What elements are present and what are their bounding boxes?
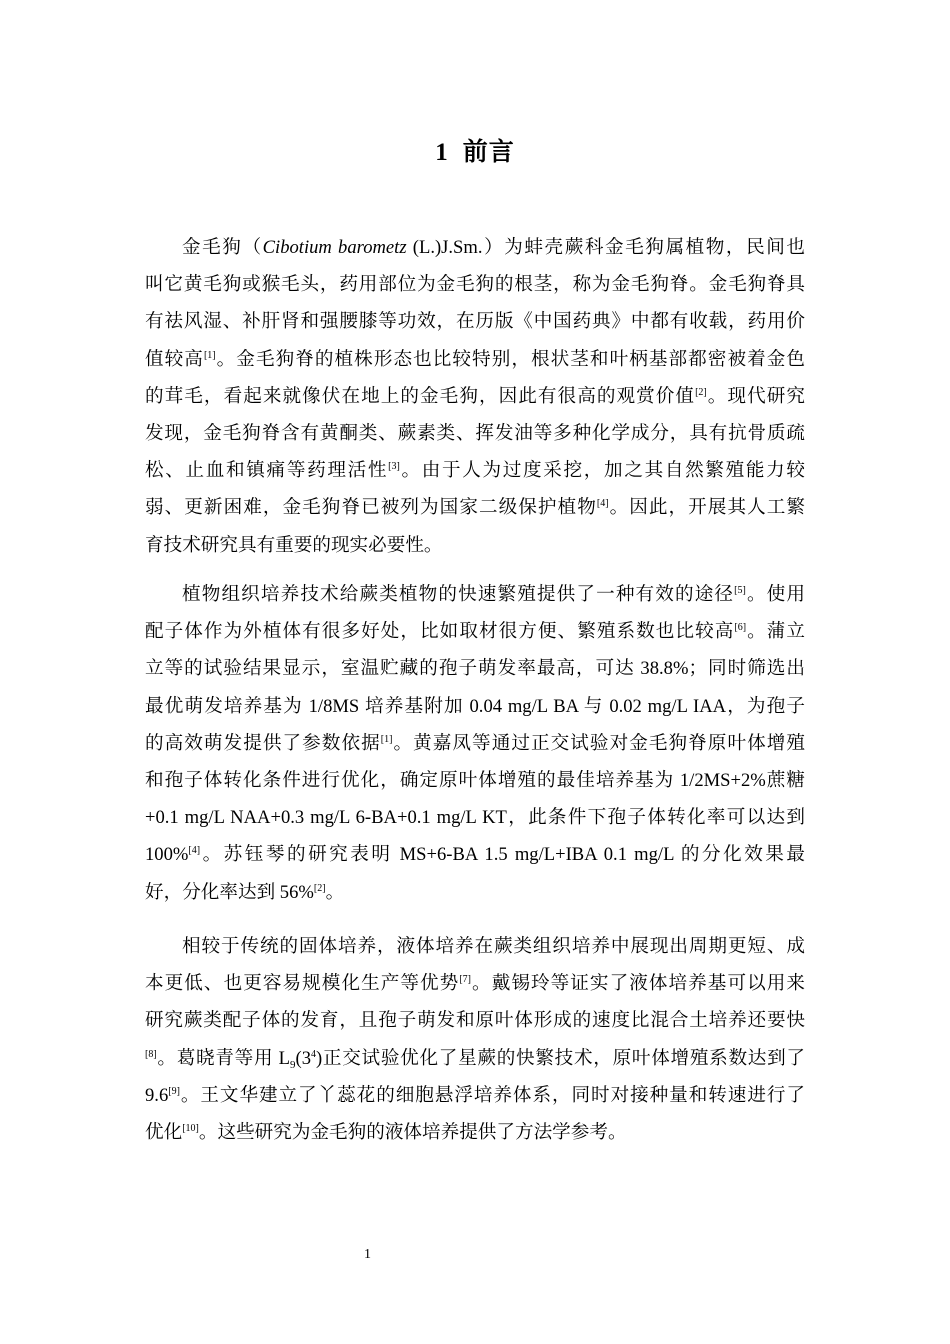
- citation: [1]: [380, 733, 393, 745]
- citation: [2]: [313, 882, 326, 894]
- text-line: 优化[10]。这些研究为金毛狗的液体培养提供了方法学参考。: [145, 1121, 627, 1143]
- text-line: 和孢子体转化条件进行优化，确定原叶体增殖的最佳培养基为 1/2MS+2%蔗糖: [145, 769, 805, 791]
- text-line: 值较高[1]。金毛狗脊的植株形态也比较特别，根状茎和叶柄基部都密被着金色: [145, 348, 805, 370]
- citation: [2]: [695, 386, 707, 398]
- text-line: 发现，金毛狗脊含有黄酮类、蕨素类、挥发油等多种化学成分，具有抗骨质疏: [145, 422, 805, 444]
- superscript: 4: [311, 1048, 316, 1060]
- paragraph-intro: [145, 229, 805, 564]
- text-line: 本更低、也更容易规模化生产等优势[7]。戴锡玲等证实了液体培养基可以用来: [145, 973, 805, 995]
- citation: [7]: [459, 974, 471, 986]
- citation: [3]: [388, 461, 400, 473]
- citation: [5]: [734, 585, 746, 596]
- text-line: 100%[4]。苏钰琴的研究表明 MS+6-BA 1.5 mg/L+IBA 0.1 mg/L 的分化效果最: [145, 844, 805, 866]
- section-title: 前言: [462, 139, 515, 166]
- text-line: 最优萌发培养基为 1/8MS 培养基附加 0.04 mg/L BA 与 0.02 mg/L IAA，为孢子: [145, 695, 805, 717]
- text-line: 弱、更新困难，金毛狗脊已被列为国家二级保护植物[4]。因此，开展其人工繁: [145, 497, 805, 519]
- text-line: 的高效萌发提供了参数依据[1]。黄嘉凤等通过正交试验对金毛狗脊原叶体增殖: [145, 732, 805, 754]
- text-line: 的茸毛，看起来就像伏在地上的金毛狗，因此有很高的观赏价值[2]。现代研究: [145, 385, 805, 407]
- citation: [6]: [734, 622, 747, 634]
- subscript: 9: [290, 1058, 296, 1071]
- citation: [4]: [596, 498, 609, 510]
- text-line: 育技术研究具有重要的现实必要性。: [145, 534, 443, 556]
- text-line: 9.6[9]。王文华建立了丫蕊花的细胞悬浮培养体系，同时对接种量和转速进行了: [145, 1084, 805, 1106]
- text-line: +0.1 mg/L NAA+0.3 mg/L 6-BA+0.1 mg/L KT，此条件下孢子体转化率可以达到: [145, 807, 805, 829]
- page-number: 1: [364, 1247, 371, 1262]
- text-line: 研究蕨类配子体的发育，且孢子萌发和原叶体形成的速度比混合土培养还要快: [145, 1010, 805, 1032]
- text-line: 有祛风湿、补肝肾和强腰膝等功效，在历版《中国药典》中都有收载，药用价: [145, 311, 805, 333]
- text-line: 立等的试验结果显示，室温贮藏的孢子萌发率最高，可达 38.8%；同时筛选出: [145, 658, 805, 680]
- citation: [10]: [182, 1122, 199, 1134]
- text-line: 植物组织培养技术给蕨类植物的快速繁殖提供了一种有效的途径[5]。使用: [182, 584, 805, 605]
- citation: [9]: [168, 1085, 180, 1097]
- text-line: [8]。葛晓青等用 $L_9(3^4)$正交试验优化了星蕨的快繁技术，原叶体增殖系数达到了: [145, 1047, 805, 1071]
- text-line: 叫它黄毛狗或猴毛头，药用部位为金毛狗的根茎，称为金毛狗脊。金毛狗脊具: [145, 274, 805, 296]
- paragraph-liquid-culture: [145, 928, 805, 1151]
- text-line: 好，分化率达到 56%[2]。: [145, 881, 345, 903]
- text-line: 金毛狗（Cibotium barometz (L.)J.Sm.）为蚌壳蕨科金毛狗属植物，民间也: [182, 237, 805, 258]
- paragraph-tissue-culture: [145, 576, 805, 911]
- text-line: 相较于传统的固体培养，液体培养在蕨类组织培养中展现出周期更短、成: [182, 936, 805, 957]
- text-line: 松、止血和镇痛等药理活性[3]。由于人为过度采挖，加之其自然繁殖能力较: [145, 460, 805, 482]
- citation: [1]: [203, 349, 216, 361]
- text-line: 配子体作为外植体有很多好处，比如取材很方便、繁殖系数也比较高[6]。蒲立: [145, 621, 805, 643]
- citation: [8]: [145, 1048, 157, 1060]
- latin-name: Cibotium barometz: [262, 237, 407, 258]
- citation: [4]: [188, 845, 201, 857]
- section-number: 1: [435, 139, 449, 166]
- section-heading: [0, 132, 950, 168]
